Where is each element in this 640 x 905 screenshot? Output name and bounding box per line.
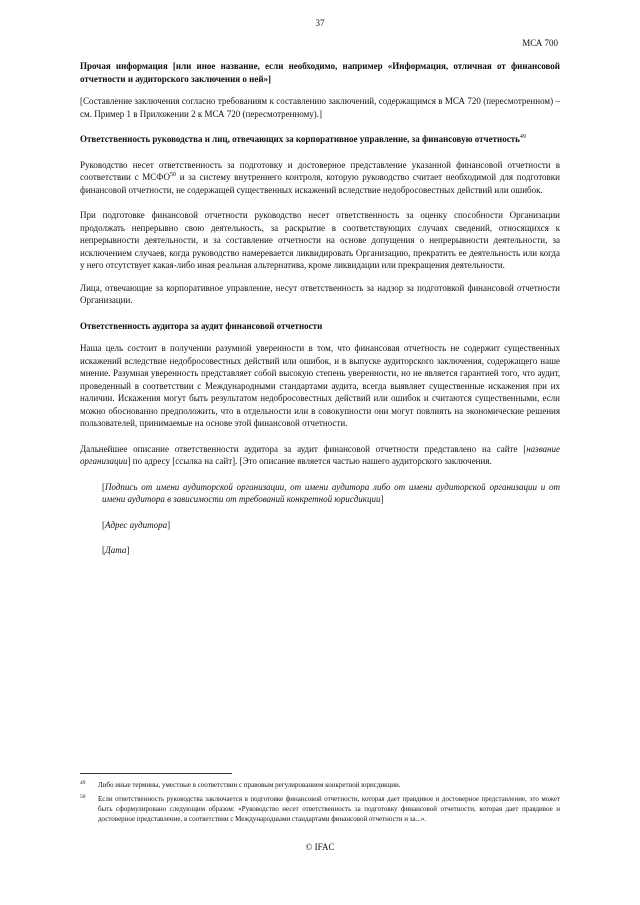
footnote-ref-49: 49 (519, 134, 526, 140)
footnote-49 (80, 780, 560, 790)
management-p1-text-b: и за систему внутреннего контроля, которую руководство считает необходимой для подготовки финансовой отчетности, не содержащей существенных искажений вследствие недобросовестных действий или ошибок. (80, 172, 560, 195)
management-paragraph-3: Лица, отвечающие за корпоративное управление, несут ответственность за надзор за подготовкой финансовой отчетности Организации. (80, 282, 560, 305)
auditor-paragraph-2 (80, 443, 560, 468)
footnotes (80, 780, 560, 828)
footnote-text: Если ответственность руководства заключается в подготовке финансовой отчетности, которая дает правдивое и достоверное представление, это может быть сформулировано следующим образом: «Руководство несет ответственность за подготовку финансовой отчетности, которая дает правдивое и достоверное представление, в соответствии с Международными стандартами финансовой отчетности и за...». (98, 795, 560, 823)
management-p1-text-a: Руководство несет ответственность за подготовку и достоверное представление указанной финансовой отчетности в соответствии с МСФО (80, 159, 560, 182)
auditor-p2-org-name: название организации (80, 443, 560, 466)
auditor-paragraph-1: Наша цель состоит в получении разумной уверенности в том, что финансовая отчетность не содержит существенных искажений вследствие недобросовестных действий или ошибок, и в выпуске аудиторского заключения, содержащего наше мнение. Разумная уверенность представляет собой высокую степень уверенности, но не является гарантией того, что аудит, проведенный в соответствии с Международными стандартами аудита, всегда выявляет существенные искажения при их наличии. Искажения могут быть результатом недобросовестных действий или ошибок и считаются существенными, если можно обоснованно предположить, что в отдельности или в совокупности они могут повлиять на экономические решения пользователей, принимаемые на основе этой финансовой отчетности. (80, 343, 560, 428)
footnote-ref-50: 50 (170, 172, 177, 178)
other-info-heading-rest: [или иное название, если необходимо, например «Информация, отличная от финансовой отчетности и аудиторского заключения о ней»] (80, 61, 560, 84)
auditor-p2-text-a: Дальнейшее описание ответственности аудитора за аудит финансовой отчетности представлено на сайте [ (80, 443, 527, 454)
page-number: 37 (315, 18, 325, 28)
copyright: © IFAC (305, 842, 335, 852)
document-body (80, 60, 560, 557)
report-date-text: Дата (105, 545, 127, 555)
other-info-body: [Составление заключения согласно требованиям к составлению заключений, содержащимся в МСА 720 (пересмотренном) – см. Пример 1 в Приложении 2 к МСА 720 (пересмотренному).] (80, 96, 560, 119)
auditor-address: [Адрес аудитора] (102, 519, 171, 530)
document-code: МСА 700 (522, 38, 558, 48)
auditor-address-text: Адрес аудитора (105, 519, 168, 530)
auditor-p2-text-b: ] по адресу [ссылка на сайт]. [Это описание является частью нашего аудиторского заключения. (127, 456, 492, 466)
footnote-number: 50 (80, 794, 86, 800)
management-paragraph-1 (80, 159, 560, 197)
auditor-heading: Ответственность аудитора за аудит финансовой отчетности (80, 320, 323, 331)
footnote-50 (80, 794, 560, 824)
footnote-divider (80, 773, 232, 774)
management-paragraph-2: При подготовке финансовой отчетности руководство несет ответственность за оценку способности Организации продолжать непрерывно свою деятельность, за раскрытие в соответствующих случаях сведений, относящихся к непрерывности деятельности, и за составление отчетности на основе допущения о непрерывности деятельности, за исключением случаев, когда руководство намеревается ликвидировать Организацию, прекратить ее деятельность или когда у него отсутствует какая-либо иная реальная альтернатива, кроме ликвидации или прекращения деятельности. (80, 210, 560, 270)
signature-line: [Подпись от имени аудиторской организации, от имени аудитора либо от имени аудиторской организации и от имени аудитора в зависимости от требований конкретной юрисдикции] (102, 481, 560, 504)
footnote-text: Либо иные термины, уместные в соответствии с правовым регулированием конкретной юрисдикции. (98, 781, 401, 789)
signature-text: Подпись от имени аудиторской организации, от имени аудитора либо от имени аудиторской организации и от имени аудитора в зависимости от требований конкретной юрисдикции (102, 481, 560, 504)
footnote-number: 49 (80, 780, 86, 786)
other-info-heading-bold: Прочая информация (80, 61, 168, 71)
report-date: [Дата] (102, 545, 130, 555)
other-info-heading (80, 60, 560, 85)
management-heading-text: Ответственность руководства и лиц, отвечающих за корпоративное управление, за финансовую отчетность (80, 134, 520, 144)
management-heading (80, 133, 560, 146)
